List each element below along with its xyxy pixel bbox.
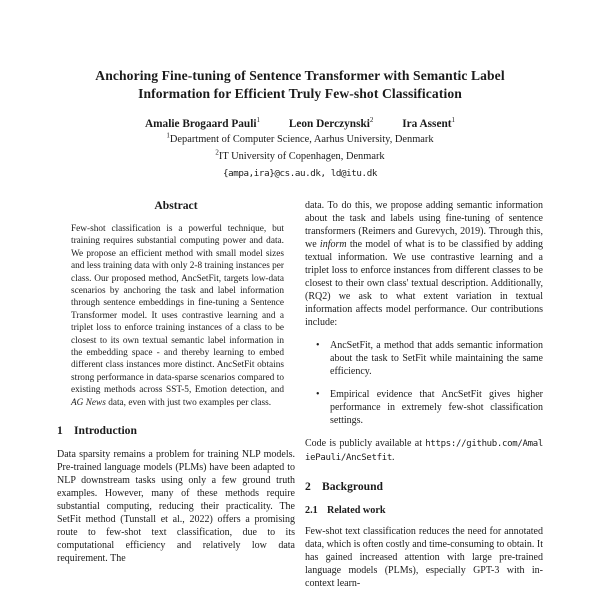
bullet-icon: • — [316, 340, 320, 351]
section-2-1-number: 2.1 — [305, 505, 318, 516]
authors-row — [60, 118, 540, 130]
related-work-paragraph: Few-shot text classification reduces the need for annotated data, which is often costly and time-consuming to obtain. It has gained increased attention with large pre-trained language models (PLMs), especially GPT-3 with in-context learn- — [305, 526, 544, 589]
affiliation-1-mark: 1 — [166, 131, 170, 140]
list-item — [305, 388, 543, 427]
abstract-heading: Abstract — [154, 199, 198, 212]
bullet-icon: • — [316, 389, 320, 400]
contribution-2-text: Empirical evidence that AncSetFit gives higher performance in extremely few-shot classification settings. — [330, 389, 543, 426]
section-1-number: 1 — [57, 424, 63, 438]
paper-title — [60, 67, 540, 103]
continued-paragraph-part-1: data. To do this, we propose adding semantic information about the task and labels using fine-tuning of sentence transformers (Reimers and Gurevych, 2019). Through this, we — [305, 200, 543, 250]
abstract-text-part-2: data, even with just two examples per class. — [105, 397, 272, 408]
author-1 — [145, 118, 260, 130]
code-availability-text: Code is publicly available at — [305, 438, 426, 449]
abstract-dataset-name: AG News — [71, 397, 106, 408]
section-2-1-title: Related work — [327, 505, 386, 516]
abstract-text-part-1: Few-shot classification is a powerful technique, but training requires substantial computing power and data. We propose an efficient method with small model sizes and less training data with only 2-8 training instances per class. Our proposed method, AncSetFit, targets low-data scenarios by anchoring the task and label information through sentence embeddings in fine-tuning a Sentence Transformer model. It uses contrastive learning and a triplet loss to enforce training instances of a class to be closest to its own textual semantic label information in the embedding space - and thereby learning to embed different class instances more distinct. AncSetFit obtains strong performance in data-sparse scenarios compared to existing methods across SST-5, Emotion detection, and — [71, 224, 285, 396]
contribution-1-text: AncSetFit, a method that adds semantic information about the task to SetFit while maintaining the same efficiency. — [330, 340, 543, 377]
section-1-heading — [57, 424, 295, 437]
author-1-name: Amalie Brogaard Pauli — [144, 118, 257, 130]
code-availability-period: . — [392, 452, 395, 463]
affiliation-2 — [60, 149, 540, 164]
section-2-heading — [305, 480, 543, 493]
author-3-name: Ira Assent — [402, 118, 452, 130]
code-repository-link[interactable]: https://github.com/AmaliePauli/AncSetfit — [305, 439, 543, 463]
author-1-affiliation-mark: 1 — [256, 116, 260, 125]
section-2-title: Background — [322, 480, 383, 493]
section-1-title: Introduction — [74, 424, 137, 438]
list-item — [305, 339, 543, 378]
author-2-name: Leon Derczynski — [288, 118, 370, 130]
author-emails: {ampa,ira}@cs.au.dk, ld@itu.dk — [223, 168, 377, 179]
author-2 — [289, 118, 374, 130]
author-3-affiliation-mark: 1 — [451, 116, 456, 125]
left-column — [57, 199, 295, 565]
code-availability-paragraph — [305, 437, 543, 465]
affiliation-2-mark: 2 — [215, 148, 219, 157]
paper-title-line-2: Information for Efficient Truly Few-shot Classification — [138, 86, 462, 101]
abstract-paragraph — [57, 223, 295, 409]
affiliation-1-text: Department of Computer Science, Aarhus University, Denmark — [169, 134, 434, 145]
section-2-1-heading — [305, 504, 543, 517]
author-3 — [402, 118, 455, 130]
paper-header — [60, 67, 540, 179]
continued-paragraph-emphasis: inform — [319, 239, 347, 250]
affiliation-2-text: IT University of Copenhagen, Denmark — [218, 151, 385, 162]
section-2-number: 2 — [305, 480, 311, 493]
contributions-list — [305, 339, 543, 427]
right-column — [305, 199, 543, 590]
author-2-affiliation-mark: 2 — [369, 116, 374, 125]
continued-paragraph-part-2: the model of what is to be classified by adding textual information. We use contrastive learning and a triplet loss to enforce instances from different classes to be closest to their own class' textual description. Additionally, (RQ2) we ask to what extent variation in textual information affects model performance. Our contributions include: — [305, 239, 543, 328]
introduction-paragraph: Data sparsity remains a problem for training NLP models. Pre-trained language models (PLMs) have been adapted to NLP downstream tasks using only a few ground truth examples. However, many of these methods require substantial computing, reducing their practicality. The SetFit method (Tunstall et al., 2022) offers a promising route to few-shot text classification, due to its computational efficiency and relatively low data requirement. The — [57, 449, 295, 565]
affiliation-1 — [60, 132, 540, 147]
continued-paragraph — [305, 199, 543, 329]
paper-title-line-1: Anchoring Fine-tuning of Sentence Transformer with Semantic Label — [95, 68, 505, 83]
